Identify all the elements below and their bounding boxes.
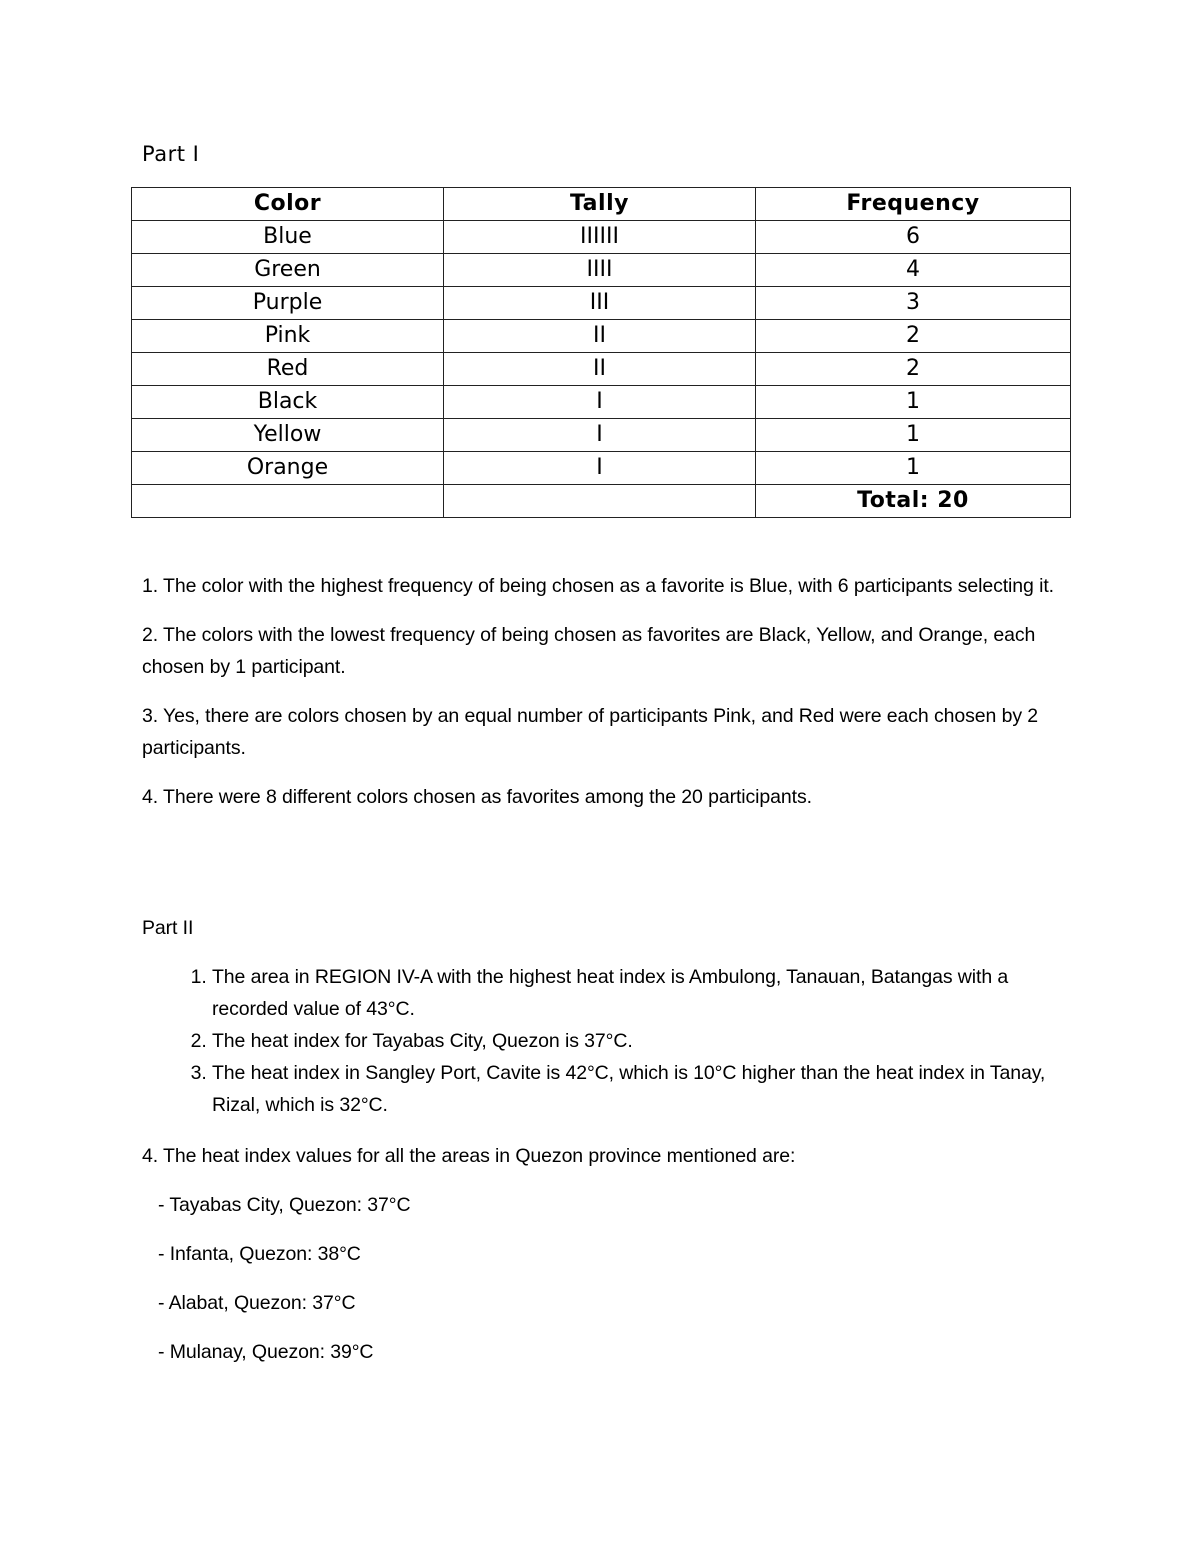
table-row: [132, 287, 1071, 320]
cell-tally: I: [444, 452, 756, 485]
part-1-heading: Part I: [142, 142, 200, 166]
list-item: 1. The area in REGION IV-A with the highest heat index is Ambulong, Tanauan, Batangas with a recorded value of 43°C.: [212, 961, 1082, 1025]
cell-frequency: 4: [756, 254, 1071, 287]
table-row: [132, 353, 1071, 386]
cell-frequency: 1: [756, 386, 1071, 419]
cell-tally: I: [444, 419, 756, 452]
cell-frequency: 3: [756, 287, 1071, 320]
list-item: - Infanta, Quezon: 38°C: [158, 1243, 361, 1265]
header-color: Color: [132, 188, 444, 221]
cell-tally: IIIIII: [444, 221, 756, 254]
header-frequency: Frequency: [756, 188, 1071, 221]
part-1-answers: [142, 570, 1082, 830]
table-header-row: [132, 188, 1071, 221]
list-item: 2. The heat index for Tayabas City, Quezon is 37°C.: [212, 1025, 1082, 1057]
cell-color: Blue: [132, 221, 444, 254]
table-row: [132, 221, 1071, 254]
table-row: [132, 320, 1071, 353]
table-row: [132, 386, 1071, 419]
cell-color: Pink: [132, 320, 444, 353]
cell-frequency: 2: [756, 320, 1071, 353]
cell-color: Red: [132, 353, 444, 386]
cell-empty: [132, 485, 444, 518]
quezon-heat-index-list: [158, 1189, 410, 1385]
cell-frequency: 6: [756, 221, 1071, 254]
cell-tally: IIII: [444, 254, 756, 287]
color-frequency-table: [131, 187, 1071, 518]
table-row: [132, 419, 1071, 452]
cell-frequency: 1: [756, 452, 1071, 485]
table-total-row: [132, 485, 1071, 518]
cell-color: Green: [132, 254, 444, 287]
answer-paragraph: 3. Yes, there are colors chosen by an equal number of participants Pink, and Red were each chosen by 2 participants.: [142, 705, 1039, 759]
cell-tally: II: [444, 320, 756, 353]
answer-paragraph: 2. The colors with the lowest frequency of being chosen as favorites are Black, Yellow, and Orange, each chosen by 1 participant.: [142, 624, 1036, 678]
part-2-answer-list: [142, 961, 1082, 1121]
cell-tally: I: [444, 386, 756, 419]
cell-frequency: 2: [756, 353, 1071, 386]
cell-color: Yellow: [132, 419, 444, 452]
cell-tally: II: [444, 353, 756, 386]
part-2-heading: Part II: [142, 917, 194, 939]
cell-color: Orange: [132, 452, 444, 485]
cell-color: Purple: [132, 287, 444, 320]
list-item: - Alabat, Quezon: 37°C: [158, 1292, 356, 1314]
table-row: [132, 254, 1071, 287]
cell-total: Total: 20: [756, 485, 1071, 518]
cell-frequency: 1: [756, 419, 1071, 452]
list-item: - Mulanay, Quezon: 39°C: [158, 1341, 374, 1363]
header-tally: Tally: [444, 188, 756, 221]
cell-empty: [444, 485, 756, 518]
table-row: [132, 452, 1071, 485]
answer-paragraph: 4. There were 8 different colors chosen as favorites among the 20 participants.: [142, 786, 812, 808]
list-item: - Tayabas City, Quezon: 37°C: [158, 1194, 411, 1216]
cell-tally: III: [444, 287, 756, 320]
cell-color: Black: [132, 386, 444, 419]
list-item: 3. The heat index in Sangley Port, Cavite is 42°C, which is 10°C higher than the heat index in Tanay, Rizal, which is 32°C.: [212, 1057, 1082, 1121]
answer-paragraph: 1. The color with the highest frequency of being chosen as a favorite is Blue, with 6 participants selecting it.: [142, 575, 1054, 597]
part-2-question-4: 4. The heat index values for all the areas in Quezon province mentioned are:: [142, 1145, 796, 1167]
